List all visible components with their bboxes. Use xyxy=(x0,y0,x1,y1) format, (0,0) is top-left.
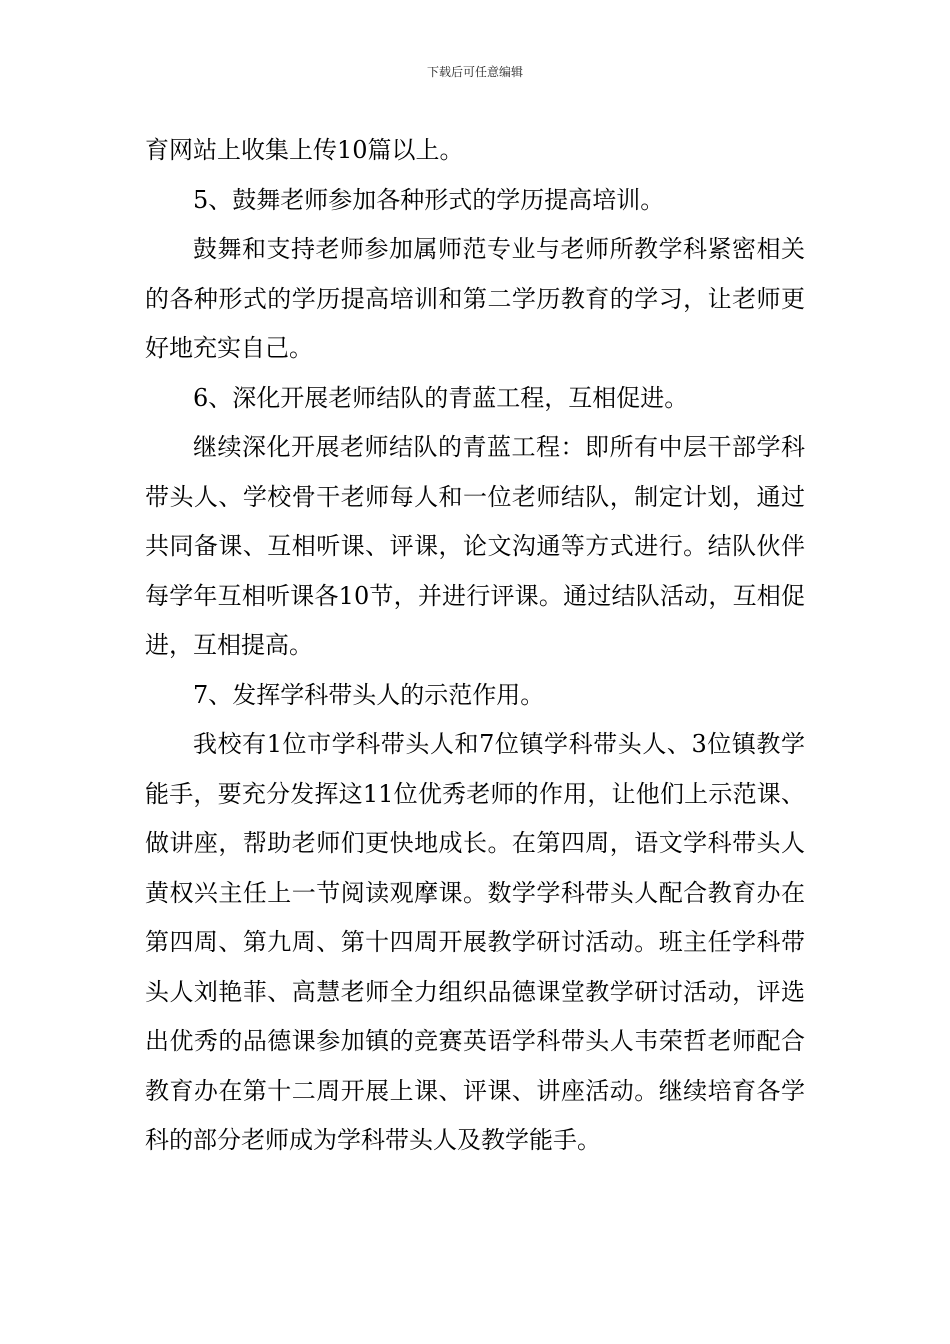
section-heading-7: 7、发挥学科带头人的示范作用。 xyxy=(193,680,545,709)
document-body xyxy=(145,126,805,1166)
section-heading-6: 6、深化开展老师结队的青蓝工程，互相促进。 xyxy=(193,383,689,412)
paragraph-pairing: 继续深化开展老师结队的青蓝工程：即所有中层干部学科带头人、学校骨干老师每人和一位老师结队，制定计划，通过共同备课、互相听课、评课，论文沟通等方式进行。结队伙伴每学年互相听课各10节，并进行评课。通过结队活动，互相促进，互相提高。 xyxy=(145,433,805,659)
paragraph-continuation: 育网站上收集上传10篇以上。 xyxy=(145,136,464,164)
paragraph-training: 鼓舞和支持老师参加属师范专业与老师所教学科紧密相关的各种形式的学历提高培训和第二学历教育的学习，让老师更好地充实自己。 xyxy=(145,235,805,362)
paragraph-leaders: 我校有1位市学科带头人和7位镇学科带头人、3位镇教学能手，要充分发挥这11位优秀老师的作用，让他们上示范课、做讲座，帮助老师们更快地成长。在第四周，语文学科带头人黄权兴主任上一节阅读观摩课。数学学科带头人配合教育办在第四周、第九周、第十四周开展教学研讨活动。班主任学科带头人刘艳菲、高慧老师全力组织品德课堂教学研讨活动，评选出优秀的品德课参加镇的竞赛英语学科带头人韦荣哲老师配合教育办在第十二周开展上课、评课、讲座活动。继续培育各学科的部分老师成为学科带头人及教学能手。 xyxy=(145,730,805,1154)
page-header-note: 下载后可任意编辑 xyxy=(426,65,523,79)
section-heading-5: 5、鼓舞老师参加各种形式的学历提高培训。 xyxy=(193,185,665,214)
